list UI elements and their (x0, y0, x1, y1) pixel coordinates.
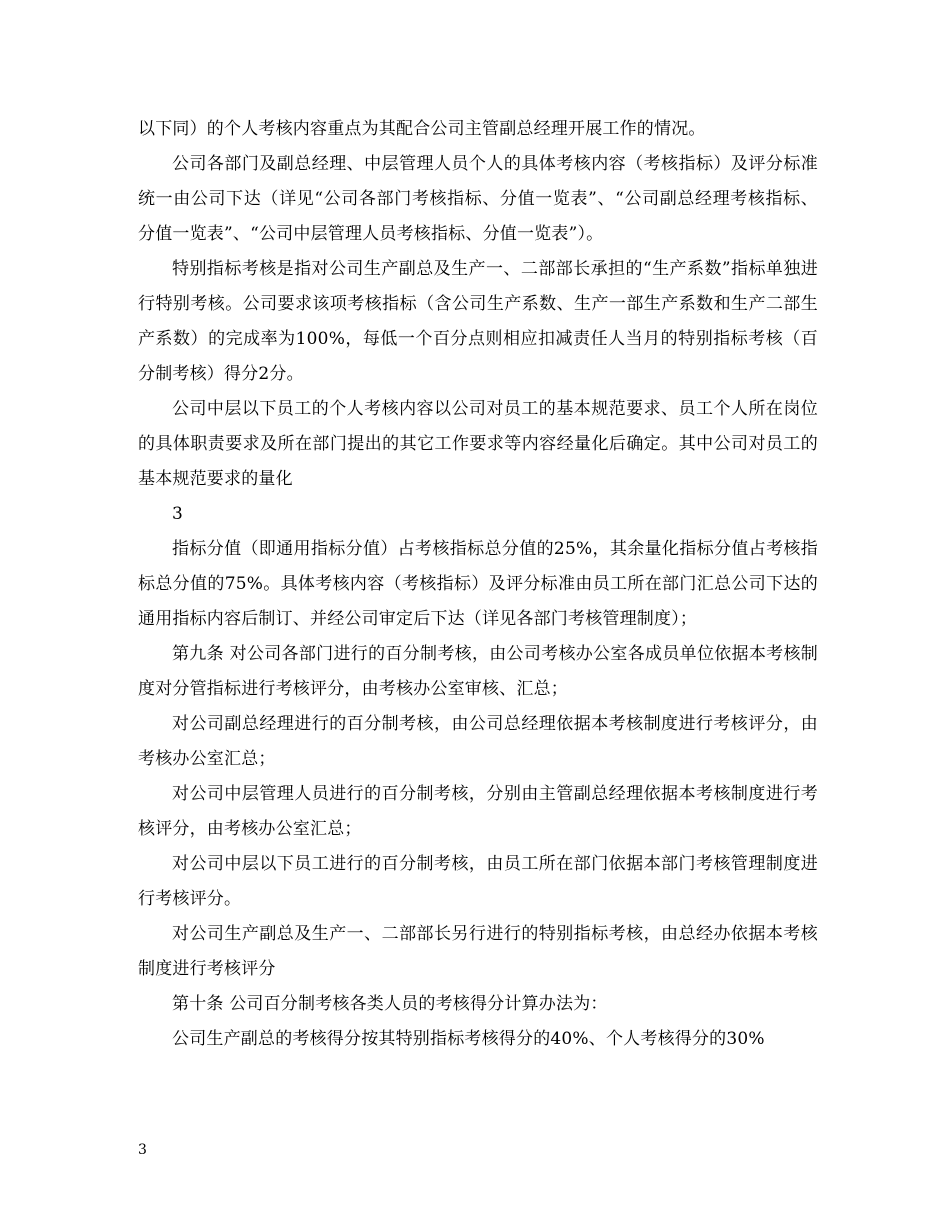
paragraph-indicator-weights: 指标分值（即通用指标分值）占考核指标总分值的25%，其余量化指标分值占考核指标总分值的75%。具体考核内容（考核指标）及评分标准由员工所在部门汇总公司下达的通用指标内容后制订、并经公司审定后下达（详见各部门考核管理制度）； (138, 539, 818, 629)
paragraph-assessment-content: 公司各部门及副总经理、中层管理人员个人的具体考核内容（考核指标）及评分标准统一由公司下达（详见“公司各部门考核指标、分值一览表”、“公司副总经理考核指标、分值一览表”、“公司中层管理人员考核指标、分值一览表”）。 (138, 154, 818, 244)
inline-page-marker: 3 (172, 504, 184, 524)
document-body (138, 112, 818, 1057)
paragraph-staff-assessment: 公司中层以下员工的个人考核内容以公司对员工的基本规范要求、员工个人所在岗位的具体职责要求及所在部门提出的其它工作要求等内容经量化后确定。其中公司对员工的基本规范要求的量化 (138, 399, 818, 489)
paragraph-special-scoring: 对公司生产副总及生产一、二部部长另行进行的特别指标考核，由总经办依据本考核制度进行考核评分 (138, 924, 818, 979)
paragraph-article-9: 第九条 对公司各部门进行的百分制考核，由公司考核办公室各成员单位依据本考核制度对分管指标进行考核评分，由考核办公室审核、汇总； (138, 644, 818, 699)
paragraph-special-indicator: 特别指标考核是指对公司生产副总及生产一、二部部长承担的“生产系数”指标单独进行特别考核。公司要求该项考核指标（含公司生产系数、生产一部生产系数和生产二部生产系数）的完成率为100%，每低一个百分点则相应扣减责任人当月的特别指标考核（百分制考核）得分2分。 (138, 259, 818, 384)
paragraph-continuation: 以下同）的个人考核内容重点为其配合公司主管副总经理开展工作的情况。 (138, 119, 706, 139)
paragraph-vice-gm-assessment: 对公司副总经理进行的百分制考核，由公司总经理依据本考核制度进行考核评分，由考核办公室汇总； (138, 714, 818, 769)
paragraph-staff-scoring: 对公司中层以下员工进行的百分制考核，由员工所在部门依据本部门考核管理制度进行考核评分。 (138, 854, 818, 909)
page-number: 3 (138, 1142, 147, 1158)
paragraph-middle-manager-assessment: 对公司中层管理人员进行的百分制考核，分别由主管副总经理依据本考核制度进行考核评分，由考核办公室汇总； (138, 784, 818, 839)
paragraph-article-10: 第十条 公司百分制考核各类人员的考核得分计算办法为： (172, 994, 608, 1014)
paragraph-score-calculation: 公司生产副总的考核得分按其特别指标考核得分的40%、个人考核得分的30% (172, 1029, 765, 1049)
